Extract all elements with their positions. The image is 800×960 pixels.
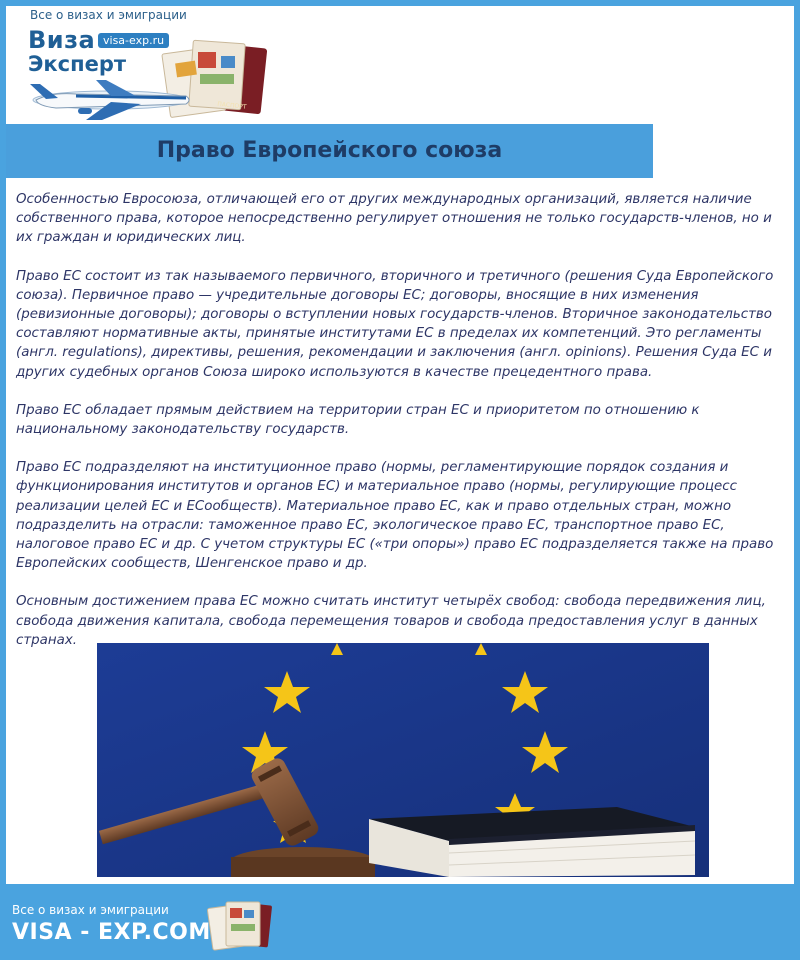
article-paragraph: Право ЕС обладает прямым действием на территории стран ЕС и приоритетом по отношению к национальному законодательству государств. [16, 402, 700, 438]
svg-text:ПАСПОРТ: ПАСПОРТ [216, 100, 247, 111]
site-header [6, 6, 794, 124]
page-title: Право Европейского союза [156, 138, 503, 163]
passport-icon [162, 40, 267, 117]
title-band [6, 124, 653, 178]
article-image [97, 643, 709, 877]
article-body [16, 190, 786, 669]
law-book-icon [369, 807, 695, 877]
eu-flag-gavel-image [97, 643, 709, 877]
site-logo[interactable] [16, 22, 296, 122]
article-paragraph: Основным достижением права ЕС можно считать институт четырёх свобод: свобода передвижения лиц, свобода движения капитала, свобода перемещения товаров и свобода предоставления услуг в данных странах. [16, 594, 766, 648]
article-paragraph: Право ЕС подразделяют на институционное право (нормы, регламентирующие порядок создания и функционирования институтов и органов ЕС) и материальное право (нормы, регулирующие процесс реализации целей ЕС и ЕСообществ). Материальное право ЕС, как и право отдельных стран, можно подразделить на отрасли: таможенное право ЕС, экологическое право ЕС, транспортное право ЕС, налоговое право ЕС и др. С учетом структуры ЕС («три опоры») право ЕС подразделяется также на право Европейских сообществ, Шенгенское право и др. [16, 460, 774, 572]
airplane-icon [30, 80, 189, 120]
article-paragraph: Особенностью Евросоюза, отличающей его от других международных организаций, является наличие собственного права, которое непосредственно регулирует отношения не только государств-членов, но и их граждан и юридических лиц. [16, 192, 772, 246]
logo-line2: Эксперт [28, 52, 127, 76]
footer-brand[interactable]: VISA - EXP.COM [12, 920, 211, 945]
footer-tagline: Все о визах и эмиграции [12, 903, 169, 917]
header-tagline: Все о визах и эмиграции [30, 8, 187, 22]
logo-line1: Виза [28, 26, 96, 54]
article-paragraph: Право ЕС состоит из так называемого первичного, вторичного и третичного (решения Суда Европейского союза). Первичное право — учредительные договоры ЕС; договоры, вносящие в них изменения (ревизионные договоры); договоры о вступлении новых государств-членов. Вторичное законодательство составляют нормативные акты, принятые институтами ЕС в пределах их компетенций. Это регламенты (англ. regulations), директивы, решения, рекомендации и заключения (англ. opinions). Решения Суда ЕС и других судебных органов Союза широко используются в качестве прецедентного права. [16, 268, 774, 380]
site-footer [0, 890, 800, 960]
page [6, 6, 794, 884]
logo-domain: visa-exp.ru [98, 33, 169, 48]
passport-icon [206, 898, 276, 952]
